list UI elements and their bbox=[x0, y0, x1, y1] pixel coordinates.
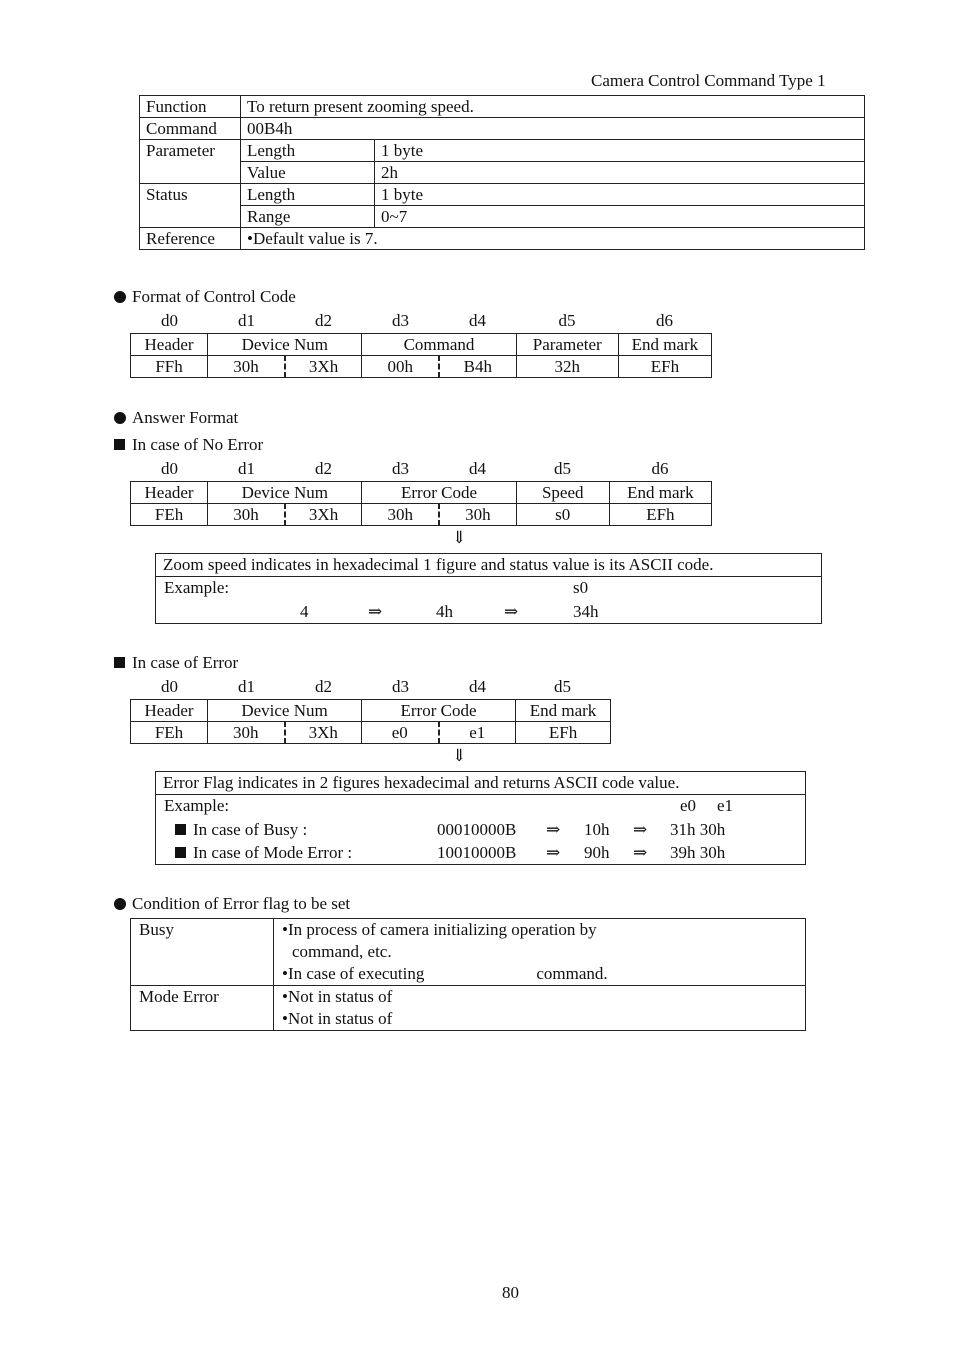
no-error-heading bbox=[114, 435, 263, 455]
right-arrow-icon: ⇒ bbox=[368, 602, 383, 621]
status-range-value: 0~7 bbox=[375, 206, 865, 228]
ascii-value: 39h 30h bbox=[670, 843, 726, 862]
param-length-label: Length bbox=[241, 140, 375, 162]
condition-heading bbox=[114, 894, 350, 914]
table-row bbox=[131, 700, 611, 722]
example-column-label: e0 bbox=[680, 796, 697, 815]
table-row bbox=[131, 919, 806, 986]
table-row bbox=[131, 986, 806, 1031]
reference-label: Reference bbox=[140, 228, 241, 250]
bullet-square-icon bbox=[175, 824, 186, 835]
value-cell: e1 bbox=[439, 722, 516, 744]
no-error-answer-table bbox=[130, 481, 712, 526]
reference-value: •Default value is 7. bbox=[241, 228, 865, 250]
bullet-dot-icon bbox=[114, 291, 126, 303]
bullet-square-icon bbox=[114, 657, 125, 668]
value-cell: EFh bbox=[516, 722, 611, 744]
busy-label-text: In case of Busy : bbox=[193, 820, 308, 839]
example-column-label: e1 bbox=[717, 796, 734, 815]
col-label: d1 bbox=[238, 677, 255, 696]
table-row bbox=[131, 334, 712, 356]
error-flag-note-box bbox=[155, 771, 806, 865]
function-value: To return present zooming speed. bbox=[241, 96, 865, 118]
busy-conditions bbox=[274, 919, 806, 986]
example-column-label: s0 bbox=[573, 578, 589, 597]
command-label: Command bbox=[140, 118, 241, 140]
value-cell: EFh bbox=[609, 504, 711, 526]
control-code-heading bbox=[114, 287, 296, 307]
bullet-square-icon bbox=[175, 847, 186, 858]
col-label: d0 bbox=[161, 311, 178, 330]
parameter-value-row bbox=[140, 162, 865, 184]
col-label: d5 bbox=[554, 459, 571, 478]
value-cell: 3Xh bbox=[285, 356, 362, 378]
mode-error-label-text: In case of Mode Error : bbox=[193, 843, 353, 862]
value-cell: EFh bbox=[618, 356, 711, 378]
col-label: d3 bbox=[392, 459, 409, 478]
value-cell: 30h bbox=[439, 504, 516, 526]
col-label: d2 bbox=[315, 677, 332, 696]
busy-condition-text: •In case of executing bbox=[282, 964, 425, 983]
col-label: d1 bbox=[238, 459, 255, 478]
function-row bbox=[140, 96, 865, 118]
header-cell: Parameter bbox=[516, 334, 618, 356]
value-cell: FEh bbox=[131, 504, 208, 526]
error-answer-table bbox=[130, 699, 611, 744]
busy-condition-line bbox=[282, 963, 805, 985]
example-label: Example: bbox=[164, 578, 230, 597]
col-label: d4 bbox=[469, 677, 486, 696]
error-flag-note-text: Error Flag indicates in 2 figures hexadecimal and returns ASCII code value. bbox=[156, 772, 805, 795]
header-cell: Command bbox=[362, 334, 516, 356]
error-case-heading-text: In case of Error bbox=[132, 653, 239, 672]
command-value: 00B4h bbox=[241, 118, 865, 140]
value-cell: 00h bbox=[362, 356, 439, 378]
value-cell: B4h bbox=[439, 356, 516, 378]
hex-value: 90h bbox=[584, 843, 610, 862]
example-value: 4 bbox=[300, 602, 309, 621]
answer-format-heading-text: Answer Format bbox=[132, 408, 239, 427]
page-header: Camera Control Command Type 1 bbox=[591, 71, 826, 90]
value-cell: s0 bbox=[516, 504, 609, 526]
col-label: d1 bbox=[238, 311, 255, 330]
value-cell: 3Xh bbox=[285, 504, 362, 526]
mode-error-condition-line: •Not in status of bbox=[282, 1009, 393, 1028]
value-cell: 30h bbox=[362, 504, 439, 526]
right-arrow-icon: ⇒ bbox=[546, 820, 561, 839]
error-case-heading bbox=[114, 653, 238, 673]
header-cell: Speed bbox=[516, 482, 609, 504]
busy-example-label bbox=[175, 820, 307, 840]
parameter-label: Parameter bbox=[140, 140, 241, 184]
col-label: d5 bbox=[558, 311, 576, 330]
mode-error-example-label bbox=[175, 843, 352, 863]
ascii-value: 31h 30h bbox=[670, 820, 726, 839]
mode-error-label: Mode Error bbox=[131, 986, 274, 1031]
header-cell: Header bbox=[131, 334, 208, 356]
command-row bbox=[140, 118, 865, 140]
example-value: 34h bbox=[573, 602, 599, 621]
table-row bbox=[131, 356, 712, 378]
col-label: d5 bbox=[554, 677, 571, 696]
value-cell: 30h bbox=[208, 504, 285, 526]
control-code-heading-text: Format of Control Code bbox=[132, 287, 296, 306]
param-value-value: 2h bbox=[375, 162, 865, 184]
control-code-table bbox=[130, 333, 712, 378]
col-label: d4 bbox=[469, 311, 486, 330]
status-range-row bbox=[140, 206, 865, 228]
col-label: d0 bbox=[161, 677, 178, 696]
status-length-row bbox=[140, 184, 865, 206]
param-value-label: Value bbox=[241, 162, 375, 184]
col-label: d0 bbox=[161, 459, 178, 478]
right-arrow-icon: ⇒ bbox=[633, 820, 648, 839]
mode-error-conditions bbox=[274, 986, 806, 1031]
condition-table bbox=[130, 918, 806, 1031]
value-cell: e0 bbox=[362, 722, 439, 744]
value-cell: FEh bbox=[131, 722, 208, 744]
status-length-label: Length bbox=[241, 184, 375, 206]
table-row bbox=[131, 482, 712, 504]
col-label: d4 bbox=[469, 459, 486, 478]
param-length-value: 1 byte bbox=[375, 140, 865, 162]
binary-value: 10010000B bbox=[437, 843, 517, 862]
header-cell: Header bbox=[131, 482, 208, 504]
status-range-label: Range bbox=[241, 206, 375, 228]
status-length-value: 1 byte bbox=[375, 184, 865, 206]
down-arrow-icon: ⇓ bbox=[452, 528, 467, 547]
header-cell: Header bbox=[131, 700, 208, 722]
header-cell: Device Num bbox=[208, 482, 362, 504]
value-cell: 3Xh bbox=[285, 722, 362, 744]
col-label: d6 bbox=[651, 459, 669, 478]
table-row bbox=[131, 722, 611, 744]
bullet-dot-icon bbox=[114, 898, 126, 910]
header-cell: End mark bbox=[618, 334, 711, 356]
command-info-table bbox=[139, 95, 865, 250]
value-cell: FFh bbox=[131, 356, 208, 378]
busy-condition-line: •In process of camera initializing operation by bbox=[282, 920, 597, 939]
function-label: Function bbox=[140, 96, 241, 118]
right-arrow-icon: ⇒ bbox=[633, 843, 648, 862]
busy-condition-text: command. bbox=[536, 964, 608, 983]
example-value: 4h bbox=[436, 602, 453, 621]
col-label: d3 bbox=[392, 311, 409, 330]
value-cell: 32h bbox=[516, 356, 618, 378]
bullet-dot-icon bbox=[114, 412, 126, 424]
down-arrow-icon: ⇓ bbox=[452, 746, 467, 765]
mode-error-condition-line: •Not in status of bbox=[282, 987, 393, 1006]
reference-row bbox=[140, 228, 865, 250]
page-number: 80 bbox=[502, 1283, 519, 1302]
value-cell: 30h bbox=[208, 722, 285, 744]
table-row bbox=[131, 504, 712, 526]
col-label: d2 bbox=[315, 459, 332, 478]
value-cell: 30h bbox=[208, 356, 285, 378]
condition-heading-text: Condition of Error flag to be set bbox=[132, 894, 351, 913]
col-label: d2 bbox=[315, 311, 332, 330]
header-cell: Error Code bbox=[362, 700, 516, 722]
binary-value: 00010000B bbox=[437, 820, 517, 839]
status-label: Status bbox=[140, 184, 241, 228]
busy-label: Busy bbox=[131, 919, 274, 986]
header-cell: Error Code bbox=[362, 482, 516, 504]
speed-note-box bbox=[155, 553, 822, 624]
right-arrow-icon: ⇒ bbox=[546, 843, 561, 862]
speed-note-text: Zoom speed indicates in hexadecimal 1 figure and status value is its ASCII code. bbox=[156, 554, 821, 577]
parameter-length-row bbox=[140, 140, 865, 162]
hex-value: 10h bbox=[584, 820, 610, 839]
answer-format-heading bbox=[114, 408, 238, 428]
example-label: Example: bbox=[164, 796, 230, 815]
busy-condition-line: command, etc. bbox=[292, 942, 392, 961]
header-cell: Device Num bbox=[208, 334, 362, 356]
header-cell: End mark bbox=[516, 700, 611, 722]
header-cell: End mark bbox=[609, 482, 711, 504]
header-cell: Device Num bbox=[208, 700, 362, 722]
col-label: d6 bbox=[656, 311, 673, 330]
col-label: d3 bbox=[392, 677, 409, 696]
no-error-heading-text: In case of No Error bbox=[132, 435, 264, 454]
bullet-square-icon bbox=[114, 439, 125, 450]
right-arrow-icon: ⇒ bbox=[504, 602, 519, 621]
